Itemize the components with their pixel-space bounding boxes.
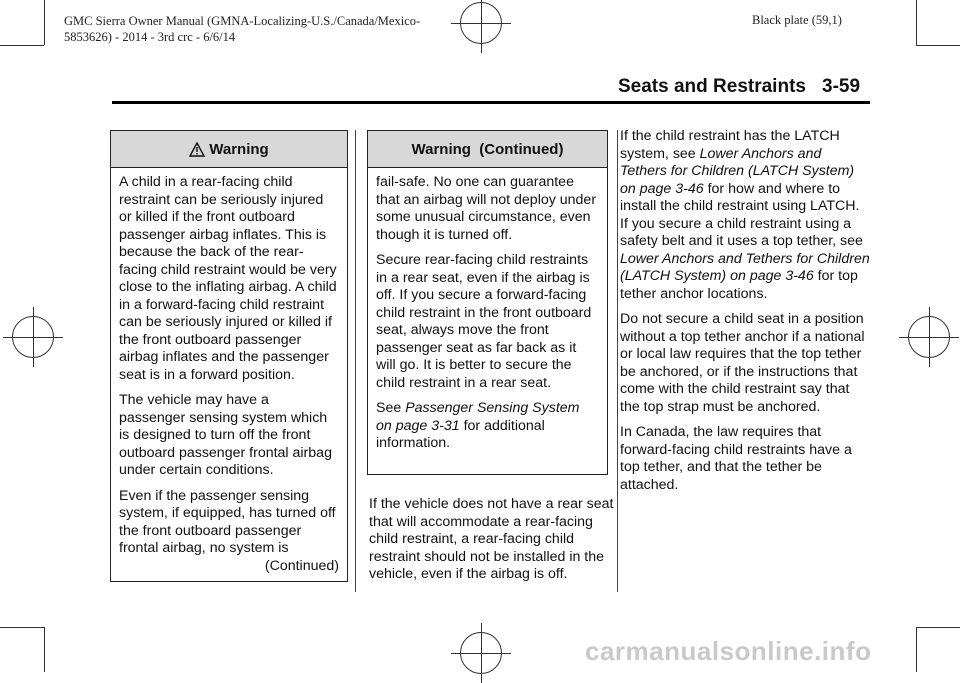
text-fragment: for additional information. [376, 417, 545, 451]
continued-label: (Continued) [264, 557, 339, 574]
text-fragment: If the child restraint has the LATCH system, see [620, 128, 840, 162]
watermark: carmanualsonline.info [585, 636, 872, 666]
registration-mark-bottom [460, 632, 502, 674]
column-divider [355, 130, 356, 592]
warning-title: Warning [209, 140, 269, 158]
crop-mark [916, 45, 960, 46]
body-text-column-3 [620, 128, 870, 502]
body-text-column-2 [369, 496, 614, 592]
warning-paragraph: The vehicle may have a passenger sensing system which is designed to turn off the front outboard passenger frontal airbag under certain conditions. [119, 392, 332, 478]
text-fragment: for top tether anchor locations. [620, 268, 858, 302]
registration-mark-right [908, 316, 950, 358]
warning-box [110, 130, 348, 582]
warning-paragraph: A child in a rear-facing child restraint can be seriously injured or killed if the front outboard passenger airbag inflates. This is because the back of the rear-facing child restraint would be very close to the inflating airbag. A child in a forward-facing child restraint can be seriously injured or killed if the front outboard passenger airbag inflates and the passenger seat is in a forward position. [119, 174, 337, 383]
header-rule [112, 101, 870, 104]
registration-mark-left [12, 316, 54, 358]
warning-paragraph: fail-safe. No one can guarantee that an airbag will not deploy under some unusual circumstance, even though it is turned off. [376, 174, 597, 243]
warning-continued-title: Warning (Continued) [411, 140, 564, 158]
crop-mark [916, 627, 917, 672]
body-paragraph [620, 128, 870, 303]
cross-reference-link[interactable]: Lower Anchors and Tethers for Children (LATCH System) on page 3-46 [620, 145, 855, 197]
crop-mark [0, 45, 44, 46]
print-header-line1: GMC Sierra Owner Manual (GMNA-Localizing-U.S./Canada/Mexico- [64, 14, 421, 28]
body-paragraph: If the vehicle does not have a rear seat that will accommodate a rear-facing child restraint, a rear-facing child restraint should not be installed in the vehicle, even if the airbag is off. [369, 496, 614, 582]
black-plate-label: Black plate (59,1) [752, 13, 842, 27]
cross-reference-link[interactable]: Lower Anchors and Tethers for Children (LATCH System) on page 3-46 [620, 250, 870, 284]
section-title: Seats and Restraints [618, 76, 806, 97]
warning-paragraph-reference [376, 400, 599, 453]
warning-paragraph: Secure rear-facing child restraints in a rear seat, even if the airbag is off. If you secure a forward-facing child restraint in the front outboard seat, always move the front passenger seat as far back as it will go. It is better to secure the child restraint in a rear seat. [376, 252, 592, 391]
text-fragment: See [376, 400, 406, 416]
warning-continued-header [368, 131, 607, 168]
body-paragraph: In Canada, the law requires that forward-facing child restraints have a top tether, and that the tether be attached. [620, 424, 852, 493]
crop-mark [916, 0, 917, 45]
warning-triangle-icon [189, 142, 205, 157]
page-number: 3-59 [822, 76, 861, 97]
warning-header [111, 131, 347, 168]
crop-mark [916, 627, 960, 628]
crop-mark [44, 0, 45, 45]
crop-mark [0, 627, 44, 628]
warning-paragraph: Even if the passenger sensing system, if equipped, has turned off the front outboard passenger frontal airbag, no system is [119, 487, 336, 556]
cross-reference-link[interactable]: Passenger Sensing System on page 3-31 [376, 400, 580, 434]
text-fragment: for how and where to install the child restraint using LATCH. If you secure a child restraint using a safety belt and it uses a top tether, see [620, 180, 863, 249]
print-header-line2: 5853626) - 2014 - 3rd crc - 6/6/14 [64, 30, 236, 44]
print-header [64, 13, 484, 45]
crop-mark [44, 627, 45, 672]
warning-continued-box [367, 130, 608, 475]
column-divider [617, 130, 618, 592]
body-paragraph: Do not secure a child seat in a position without a top tether anchor if a national or local law requires that the top tether be anchored, or if the instructions that come with the child restraint say that the top strap must be anchored. [620, 311, 865, 415]
